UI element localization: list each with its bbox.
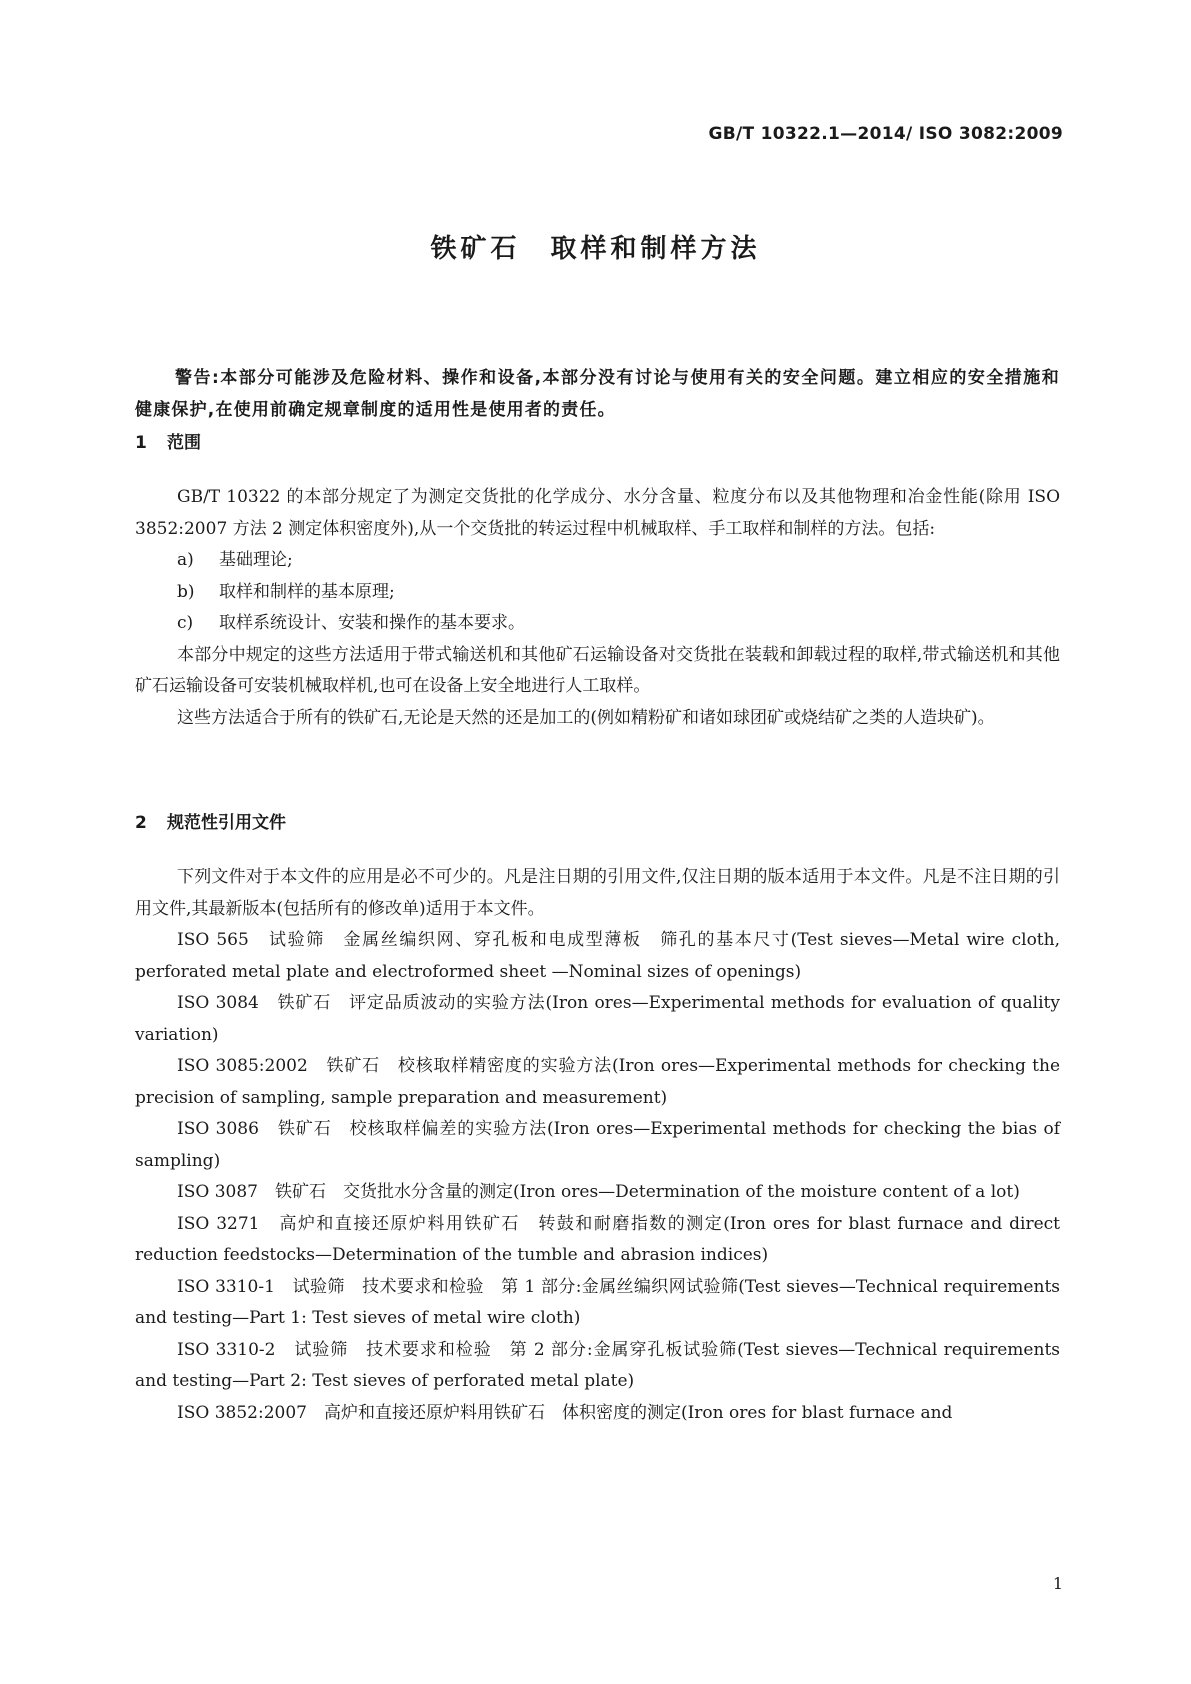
section-title: 范围 (167, 433, 201, 453)
list-item-text: 取样系统设计、安装和操作的基本要求。 (219, 613, 525, 633)
section-2-heading (135, 808, 286, 833)
reference-entry: ISO 3084 铁矿石 评定品质波动的实验方法(Iron ores—Experimental methods for evaluation of quality variation) (135, 993, 1060, 1045)
scope-paragraph: 这些方法适合于所有的铁矿石,无论是天然的还是加工的(例如精粉矿和诸如球团矿或烧结矿之类的人造块矿)。 (177, 707, 995, 728)
document-title: 铁矿石 取样和制样方法 (430, 234, 761, 264)
section-number: 2 (135, 813, 147, 833)
list-item-text: 取样和制样的基本原理; (219, 581, 395, 602)
list-item (135, 577, 1060, 609)
section-number: 1 (135, 433, 147, 453)
list-item-label: c) (177, 613, 194, 633)
section-title: 规范性引用文件 (167, 813, 286, 833)
section-1-heading (135, 428, 201, 453)
list-item (135, 545, 1060, 577)
scope-paragraph: 本部分中规定的这些方法适用于带式输送机和其他矿石运输设备对交货批在装载和卸载过程的取样,带式输送机和其他矿石运输设备可安装机械取样机,也可在设备上安全地进行人工取样。 (135, 644, 1060, 696)
list-item (135, 608, 1060, 640)
warning-paragraph: 警告:本部分可能涉及危险材料、操作和设备,本部分没有讨论与使用有关的安全问题。建立相应的安全措施和健康保护,在使用前确定规章制度的适用性是使用者的责任。 (135, 368, 1060, 420)
reference-entry: ISO 3085:2002 铁矿石 校核取样精密度的实验方法(Iron ores—Experimental methods for checking the precision of sampling, sample preparation and measurement) (135, 1056, 1060, 1108)
section-1-body (135, 482, 1060, 734)
scope-intro: GB/T 10322 的本部分规定了为测定交货批的化学成分、水分含量、粒度分布以及其他物理和冶金性能(除用 ISO 3852:2007 方法 2 测定体积密度外),从一个交货批的转运过程中机械取样、手工取样和制样的方法。包括: (135, 487, 1060, 539)
references-intro: 下列文件对于本文件的应用是必不可少的。凡是注日期的引用文件,仅注日期的版本适用于本文件。凡是不注日期的引用文件,其最新版本(包括所有的修改单)适用于本文件。 (135, 867, 1060, 919)
list-item-label: a) (177, 550, 194, 570)
reference-entry: ISO 3086 铁矿石 校核取样偏差的实验方法(Iron ores—Experimental methods for checking the bias of sampling) (135, 1119, 1060, 1171)
list-item-text: 基础理论; (219, 550, 293, 570)
reference-entry: ISO 565 试验筛 金属丝编织网、穿孔板和电成型薄板 筛孔的基本尺寸(Test sieves—Metal wire cloth, perforated metal plate and electroformed sheet —Nominal sizes of openings) (135, 930, 1060, 982)
section-2-body (135, 862, 1060, 1429)
standard-code: GB/T 10322.1—2014/ ISO 3082:2009 (708, 124, 1063, 144)
reference-entry: ISO 3271 高炉和直接还原炉料用铁矿石 转鼓和耐磨指数的测定(Iron ores for blast furnace and direct reduction feedstocks—Determination of the tumble and abrasion indices) (135, 1213, 1060, 1265)
reference-entry: ISO 3310-2 试验筛 技术要求和检验 第 2 部分:金属穿孔板试验筛(Test sieves—Technical requirements and testing—Part 2: Test sieves of perforated metal plate) (135, 1339, 1060, 1391)
reference-entry: ISO 3310-1 试验筛 技术要求和检验 第 1 部分:金属丝编织网试验筛(Test sieves—Technical requirements and testing—Part 1: Test sieves of metal wire cloth) (135, 1276, 1060, 1328)
reference-entry: ISO 3087 铁矿石 交货批水分含量的测定(Iron ores—Determination of the moisture content of a lot) (177, 1182, 1020, 1202)
page-number: 1 (1052, 1574, 1063, 1593)
reference-entry: ISO 3852:2007 高炉和直接还原炉料用铁矿石 体积密度的测定(Iron ores for blast furnace and (177, 1402, 953, 1423)
list-item-label: b) (177, 581, 195, 602)
